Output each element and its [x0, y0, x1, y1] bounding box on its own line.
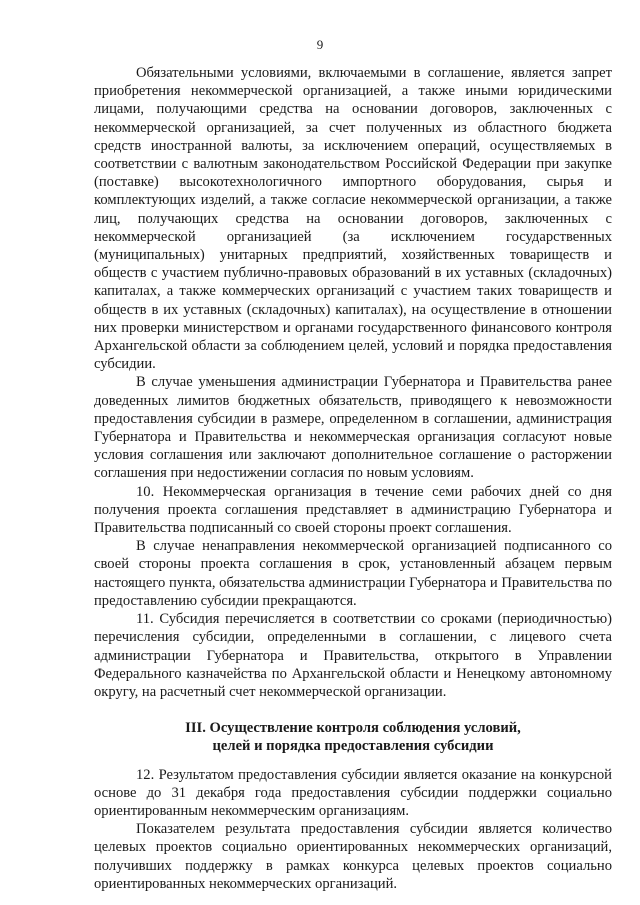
paragraph-mandatory-conditions: Обязательными условиями, включаемыми в соглашение, является запрет приобретения некоммерческой организацией, а также иными юридическими лицами, получающими средства на основании договоров, заключенных с некоммерческой организацией, за счет полученных из областного бюджета средств иностранной валюты, за исключением операций, осуществляемых в соответствии с валютным законодательством Российской Федерации при закупке (поставке) высокотехнологичного импортного оборудования, сырья и комплектующих изделий, а также согласие некоммерческой организации, а также лиц, получающих средства на основании договоров, заключенных с некоммерческой организацией (за исключением государственных (муниципальных) унитарных предприятий, хозяйственных товариществ и обществ с участием публично-правовых образований в их уставных (складочных) капиталах, а также коммерческих организаций с участием таких товариществ и обществ в их уставных (складочных) капиталах), на осуществление в отношении них проверки министерством и органами государственного финансового контроля Архангельской области за соблюдением целей, условий и порядка предоставления субсидии.: [94, 65, 612, 373]
paragraph-item-12: 12. Результатом предоставления субсидии является оказание на конкурсной основе до 31 декабря года предоставления субсидии поддержки социально ориентированным некоммерческим организациям.: [94, 766, 612, 819]
section-heading-line-1: III. Осуществление контроля соблюдения условий,: [185, 720, 521, 737]
section-heading-line-2: целей и порядка предоставления субсидии: [212, 738, 494, 755]
paragraph-item-11: 11. Субсидия перечисляется в соответствии со сроками (периодичностью) перечисления субсидии, определенными в соглашении, с лицевого счета администрации Губернатора и Правительства, открытого в Управлении Федерального казначейства по Архангельской области и Ненецкому автономному округу, на расчетный счет некоммерческой организации.: [94, 611, 612, 700]
paragraph-result-indicator: Показателем результата предоставления субсидии является количество целевых проектов социально ориентированных некоммерческих организаций, получивших поддержку в рамках конкурса целевых проектов социально ориентированных некоммерческих организаций.: [94, 821, 612, 892]
paragraph-limits-reduction: В случае уменьшения администрации Губернатора и Правительства ранее доведенных лимитов бюджетных обязательств, приводящего к невозможности предоставления субсидии в размере, определенном в соглашении, администрация Губернатора и Правительства и некоммерческая организация согласуют новые условия соглашения или заключают дополнительное соглашение о расторжении соглашения при недостижении согласия по новым условиям.: [94, 374, 612, 482]
page-number: 9: [316, 37, 324, 52]
section-heading: [94, 719, 612, 755]
paragraph-non-submission: В случае ненаправления некоммерческой организацией подписанного со своей стороны проекта соглашения в срок, установленный абзацем первым настоящего пункта, обязательства администрации Губернатора и Правительства по предоставлению субсидии прекращаются.: [94, 538, 612, 609]
paragraph-item-10: 10. Некоммерческая организация в течение семи рабочих дней со дня получения проекта соглашения представляет в администрацию Губернатора и Правительства подписанный со своей стороны проект соглашения.: [94, 483, 612, 537]
document-body: [94, 64, 612, 893]
